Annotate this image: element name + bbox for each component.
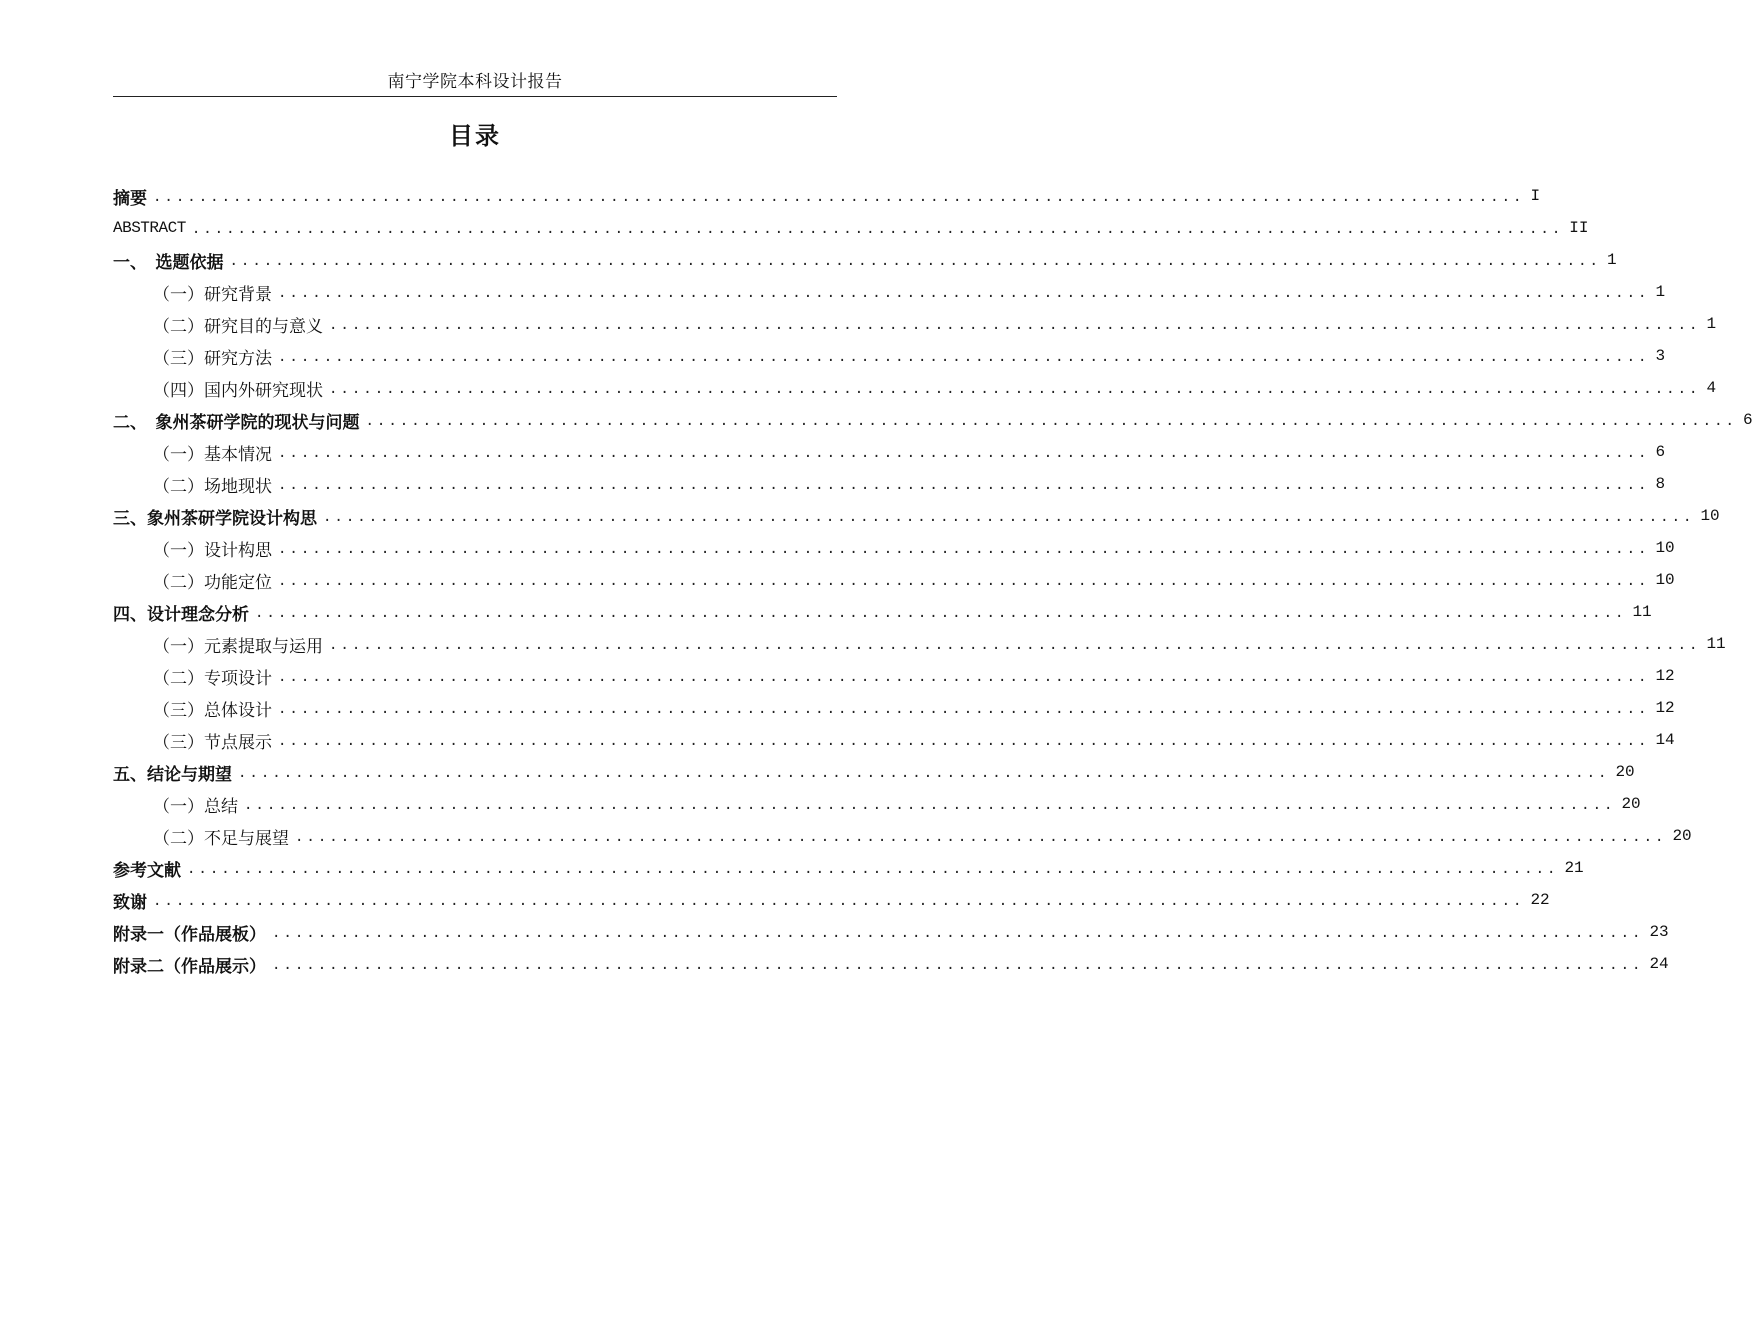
toc-entry-label: （一）元素提取与运用 [153, 636, 323, 657]
toc-entry-14[interactable] [113, 628, 1726, 660]
dot-leader: ........................................................................................................................ [278, 541, 1650, 557]
dot-leader: ........................................................................................................................ [278, 573, 1650, 589]
toc-entry-label: 附录二（作品展示） [113, 956, 266, 977]
toc-entry-label: 四、设计理念分析 [113, 604, 249, 625]
toc-entry-page: 14 [1655, 731, 1675, 749]
toc-entry-page: 12 [1655, 667, 1675, 685]
toc-entry-label: （三）节点展示 [153, 732, 272, 753]
toc-entry-page: 20 [1615, 763, 1635, 781]
toc-entry-11[interactable] [113, 532, 1675, 564]
dot-leader: ........................................................................................................................ [153, 189, 1525, 205]
toc-entry-13[interactable] [113, 596, 1652, 628]
toc-entry-page: 10 [1700, 507, 1720, 525]
toc-entry-page: 20 [1672, 827, 1692, 845]
toc-entry-2[interactable] [113, 244, 1617, 276]
dot-leader: ........................................................................................................................ [329, 381, 1701, 397]
toc-entry-label: 摘要 [113, 188, 147, 209]
toc-entry-9[interactable] [113, 468, 1666, 500]
toc-entry-label: （一）研究背景 [153, 284, 272, 305]
toc-entry-page: 20 [1621, 795, 1641, 813]
toc-entry-label: 致谢 [113, 892, 147, 913]
toc-entry-label: （一）总结 [153, 796, 238, 817]
toc-entry-label: 附录一（作品展板） [113, 924, 266, 945]
dot-leader: ........................................................................................................................ [278, 733, 1650, 749]
dot-leader: ........................................................................................................................ [329, 637, 1701, 653]
toc-entry-page: 11 [1706, 635, 1726, 653]
toc-entry-page: 3 [1655, 347, 1666, 365]
toc-entry-label: （四）国内外研究现状 [153, 380, 323, 401]
toc-entry-7[interactable] [113, 404, 1753, 436]
toc-entry-label: ABSTRACT [113, 219, 186, 237]
dot-leader: ........................................................................................................................ [278, 669, 1650, 685]
toc-entry-page: 24 [1649, 955, 1669, 973]
toc-entry-6[interactable] [113, 372, 1717, 404]
toc-entry-page: 6 [1655, 443, 1666, 461]
dot-leader: ........................................................................................................................ [329, 317, 1701, 333]
dot-leader: ........................................................................................................................ [278, 349, 1650, 365]
toc-entry-8[interactable] [113, 436, 1666, 468]
toc-entry-label: （三）研究方法 [153, 348, 272, 369]
toc-entry-page: II [1569, 219, 1589, 237]
dot-leader: ........................................................................................................................ [295, 829, 1667, 845]
toc-entry-18[interactable] [113, 756, 1635, 788]
toc-entry-1[interactable] [113, 212, 1589, 244]
toc-entry-page: 4 [1706, 379, 1717, 397]
dot-leader: ........................................................................................................................ [323, 509, 1695, 525]
toc-entry-16[interactable] [113, 692, 1675, 724]
toc-entry-10[interactable] [113, 500, 1720, 532]
toc-entry-label: （三）总体设计 [153, 700, 272, 721]
dot-leader: ........................................................................................................................ [272, 925, 1644, 941]
dot-leader: ........................................................................................................................ [191, 221, 1564, 237]
toc-entry-page: 1 [1706, 315, 1717, 333]
dot-leader: ........................................................................................................................ [238, 765, 1610, 781]
toc-entry-4[interactable] [113, 308, 1717, 340]
toc-entry-label: 二、 象州茶研学院的现状与问题 [113, 412, 360, 433]
toc-entry-22[interactable] [113, 884, 1550, 916]
toc-entry-page: I [1530, 187, 1541, 205]
toc-entry-label: 三、象州茶研学院设计构思 [113, 508, 317, 529]
toc-entry-page: 1 [1655, 283, 1666, 301]
toc-entry-label: （二）不足与展望 [153, 828, 289, 849]
toc-entry-19[interactable] [113, 788, 1641, 820]
toc-entry-20[interactable] [113, 820, 1692, 852]
toc-entry-label: 参考文献 [113, 860, 181, 881]
toc-entry-label: （二）场地现状 [153, 476, 272, 497]
dot-leader: ........................................................................................................................ [365, 413, 1737, 429]
toc-entry-24[interactable] [113, 948, 1669, 980]
dot-leader: ........................................................................................................................ [187, 861, 1559, 877]
dot-leader: ........................................................................................................................ [153, 893, 1525, 909]
toc-entry-page: 10 [1655, 539, 1675, 557]
page-title: 目录 [449, 122, 501, 150]
toc-entry-page: 6 [1742, 411, 1753, 429]
page-header: 南宁学院本科设计报告 [113, 70, 837, 97]
toc-entry-12[interactable] [113, 564, 1675, 596]
toc-entry-page: 23 [1649, 923, 1669, 941]
toc-entry-23[interactable] [113, 916, 1669, 948]
toc-entry-17[interactable] [113, 724, 1675, 756]
toc-entry-label: 一、 选题依据 [113, 252, 224, 273]
toc-entry-21[interactable] [113, 852, 1584, 884]
dot-leader: ........................................................................................................................ [229, 253, 1601, 269]
toc-entry-page: 8 [1655, 475, 1666, 493]
toc-entry-label: （二）研究目的与意义 [153, 316, 323, 337]
table-of-contents [113, 180, 1753, 980]
dot-leader: ........................................................................................................................ [255, 605, 1627, 621]
toc-entry-0[interactable] [113, 180, 1541, 212]
toc-entry-page: 1 [1606, 251, 1617, 269]
dot-leader: ........................................................................................................................ [278, 701, 1650, 717]
toc-entry-5[interactable] [113, 340, 1666, 372]
toc-entry-page: 21 [1564, 859, 1584, 877]
dot-leader: ........................................................................................................................ [278, 445, 1650, 461]
toc-entry-label: （一）设计构思 [153, 540, 272, 561]
dot-leader: ........................................................................................................................ [272, 957, 1644, 973]
toc-entry-page: 10 [1655, 571, 1675, 589]
toc-entry-label: （一）基本情况 [153, 444, 272, 465]
toc-entry-page: 22 [1530, 891, 1550, 909]
dot-leader: ........................................................................................................................ [278, 477, 1650, 493]
toc-entry-3[interactable] [113, 276, 1666, 308]
toc-entry-15[interactable] [113, 660, 1675, 692]
toc-entry-page: 11 [1632, 603, 1652, 621]
toc-entry-label: （二）专项设计 [153, 668, 272, 689]
toc-entry-page: 12 [1655, 699, 1675, 717]
dot-leader: ........................................................................................................................ [278, 285, 1650, 301]
toc-entry-label: （二）功能定位 [153, 572, 272, 593]
toc-entry-label: 五、结论与期望 [113, 764, 232, 785]
dot-leader: ........................................................................................................................ [244, 797, 1616, 813]
